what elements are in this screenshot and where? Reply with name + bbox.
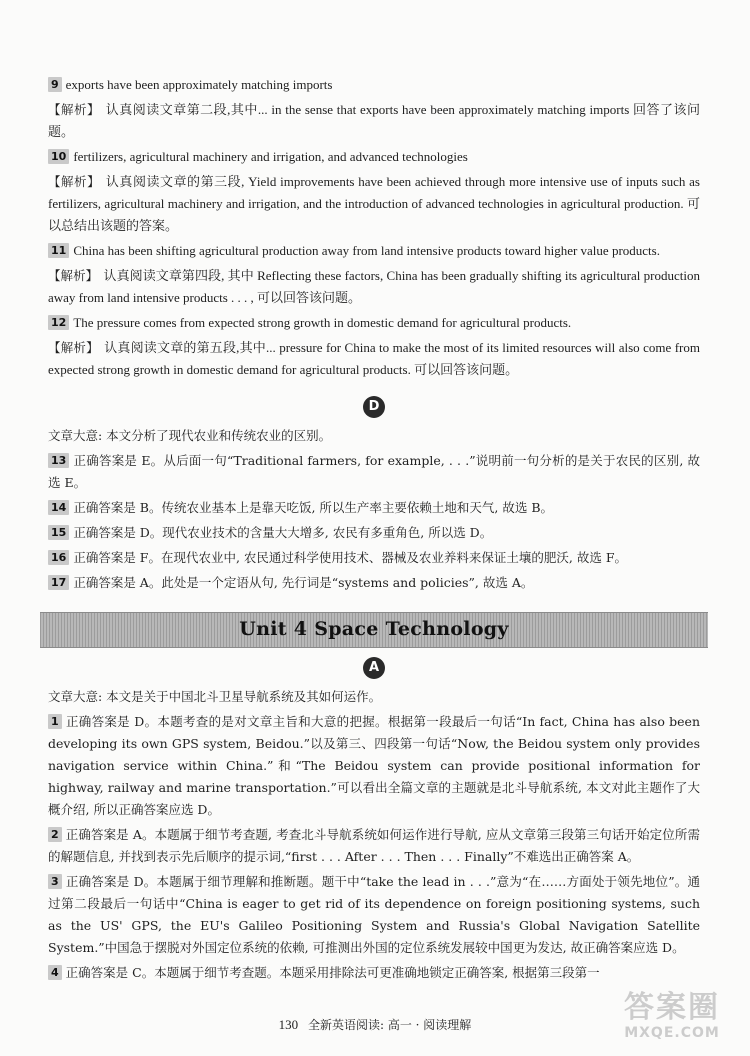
book-title: 全新英语阅读: 高一 · 阅读理解	[308, 1018, 472, 1032]
question-number: 9	[48, 77, 62, 92]
unit-banner	[40, 612, 708, 648]
question-number: 11	[48, 243, 69, 258]
answer-13: 13 正确答案是 E。从后面一句“Traditional farmers, for example, . . .”说明前一句分析的是关于农民的区别, 故选 E。	[48, 453, 700, 490]
answer-1: 1 正确答案是 D。本题考查的是对文章主旨和大意的把握。根据第一段最后一句话“In fact, China has also been developing its own GPS system, Beidou.”以及第三、四段第一句话“Now, the Beidou system only provides navigation service within China.”和“The Beidou system can provide positional information for highway, railway and marine transportation.”可以看出全篇文章的主题就是北斗导航系统, 本文对此主题作了大概介绍, 所以正确答案应选 D。	[48, 714, 700, 817]
answer-17: 17 正确答案是 A。此处是一个定语从句, 先行词是“systems and policies”, 故选 A。	[48, 572, 700, 594]
question-number: 17	[48, 575, 69, 590]
analysis-9: 【解析】 认真阅读文章第二段,其中... in the sense that exports have been approximately matching imports 回答了该问题。	[48, 102, 700, 139]
analysis-11: 【解析】 认真阅读文章第四段, 其中 Reflecting these factors, China has been gradually shifting its agricultural production away from land intensive products . . . , 可以回答该问题。	[48, 268, 700, 305]
question-number: 16	[48, 550, 69, 565]
answer-4: 4 正确答案是 C。本题属于细节考查题。本题采用排除法可更准确地锁定正确答案, 根据第三段第一	[48, 962, 700, 984]
part1-block	[48, 74, 700, 381]
analysis-12: 【解析】 认真阅读文章的第五段,其中... pressure for China to make the most of its limited resources will also come from expected strong growth in domestic demand for agricultural products. 可以回答该问题。	[48, 340, 700, 377]
question-number: 12	[48, 315, 69, 330]
section-a-summary: 文章大意: 本文是关于中国北斗卫星导航系统及其如何运作。	[48, 689, 382, 704]
watermark-url: MXQE.COM	[624, 1025, 720, 1041]
answer-3: 3 正确答案是 D。本题属于细节理解和推断题。题干中“take the lead in . . .”意为“在……方面处于领先地位”。通过第二段最后一句话中“China is eager to get rid of its dependence on foreign positioning systems, such as the US' GPS, the EU's Galileo Positioning System and Russia's Global Navigation Satellite System.”中国急于摆脱对外国定位系统的依赖, 可推测出外国的定位系统发展较中国更为发达, 故正确答案应选 D。	[48, 874, 700, 955]
question-number: 14	[48, 500, 69, 515]
answer-11: 11 China has been shifting agricultural production away from land intensive products toward higher value products.	[48, 240, 700, 262]
analysis-10: 【解析】 认真阅读文章的第三段, Yield improvements have been achieved through more intensive use of inputs such as fertilizers, agricultural machinery and irrigation, and the introduction of advanced technologies in agricultural production. 可以总结出该题的答案。	[48, 174, 700, 233]
answer-12: 12 The pressure comes from expected strong growth in domestic demand for agricultural products.	[48, 312, 700, 334]
question-number: 1	[48, 714, 62, 729]
watermark-text: 答案圈	[624, 990, 720, 1025]
unit-title: Unit 4 Space Technology	[239, 618, 509, 640]
answer-2: 2 正确答案是 A。本题属于细节考查题, 考查北斗导航系统如何运作进行导航, 应从文章第三段第三句话开始定位所需的解题信息, 并找到表示先后顺序的提示词,“first . . . After . . . Then . . . Finally”不难选出正确答案 A。	[48, 827, 700, 864]
answer-14: 14 正确答案是 B。传统农业基本上是靠天吃饭, 所以生产率主要依赖土地和天气, 故选 B。	[48, 497, 700, 519]
section-badge-a: A	[363, 657, 385, 679]
section-a-header	[48, 656, 700, 682]
section-d-summary: 文章大意: 本文分析了现代农业和传统农业的区别。	[48, 428, 332, 443]
question-number: 10	[48, 149, 69, 164]
question-number: 15	[48, 525, 69, 540]
page-number: 130	[278, 1017, 299, 1032]
question-number: 4	[48, 965, 62, 980]
question-number: 13	[48, 453, 69, 468]
page-content	[48, 74, 700, 987]
answer-10: 10 fertilizers, agricultural machinery and irrigation, and advanced technologies	[48, 146, 700, 168]
answer-16: 16 正确答案是 F。在现代农业中, 农民通过科学使用技术、器械及农业养料来保证土壤的肥沃, 故选 F。	[48, 547, 700, 569]
question-number: 3	[48, 874, 62, 889]
watermark-logo	[602, 992, 742, 1050]
answer-9: 9 exports have been approximately matching imports	[48, 74, 700, 96]
section-badge-d: D	[363, 396, 385, 418]
answer-15: 15 正确答案是 D。现代农业技术的含量大大增多, 农民有多重角色, 所以选 D。	[48, 522, 700, 544]
section-d-header	[48, 395, 700, 421]
question-number: 2	[48, 827, 62, 842]
